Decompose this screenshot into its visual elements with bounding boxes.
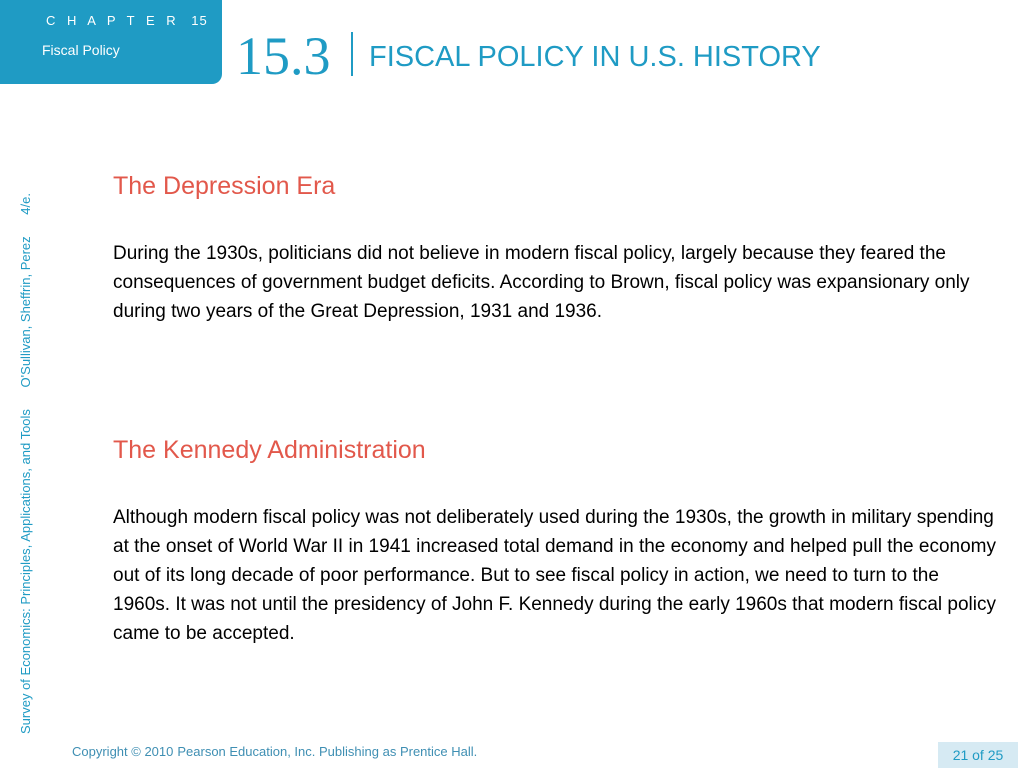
- section-title: FISCAL POLICY IN U.S. HISTORY: [369, 41, 821, 73]
- vertical-book-info: [18, 175, 33, 734]
- book-title: Survey of Economics: Principles, Applications, and Tools: [18, 409, 33, 734]
- chapter-subtitle: Fiscal Policy: [42, 42, 120, 58]
- title-divider: [351, 32, 353, 76]
- heading-depression-era: The Depression Era: [113, 172, 336, 200]
- book-authors: O'Sullivan, Sheffrin, Perez: [18, 236, 33, 388]
- chapter-label: [46, 13, 208, 28]
- section-number: 15.3: [236, 26, 331, 86]
- paragraph-kennedy-administration: Although modern fiscal policy was not deliberately used during the 1930s, the growth in military spending at the onset of World War II in 1941 increased total demand in the economy and helped pull the economy out of its long decade of poor performance. But to see fiscal policy in action, we need to turn to the 1960s. It was not until the presidency of John F. Kennedy during the early 1960s that modern fiscal policy came to be accepted.: [113, 507, 996, 644]
- page-indicator: 21 of 25: [938, 742, 1018, 768]
- book-edition: 4/e.: [18, 193, 33, 215]
- heading-kennedy-administration: The Kennedy Administration: [113, 436, 426, 464]
- copyright-publisher: Pearson Education, Inc. Publishing as Prentice Hall.: [177, 744, 478, 759]
- copyright-notice: [72, 744, 477, 759]
- chapter-word: C H A P T E R: [46, 13, 180, 28]
- chapter-tab: [0, 0, 222, 84]
- chapter-number: 15: [191, 13, 208, 28]
- paragraph-depression-era: During the 1930s, politicians did not believe in modern fiscal policy, largely because they feared the consequences of government budget deficits. According to Brown, fiscal policy was expansionary only during two years of the Great Depression, 1931 and 1936.: [113, 243, 970, 322]
- copyright-year: Copyright © 2010: [72, 744, 174, 759]
